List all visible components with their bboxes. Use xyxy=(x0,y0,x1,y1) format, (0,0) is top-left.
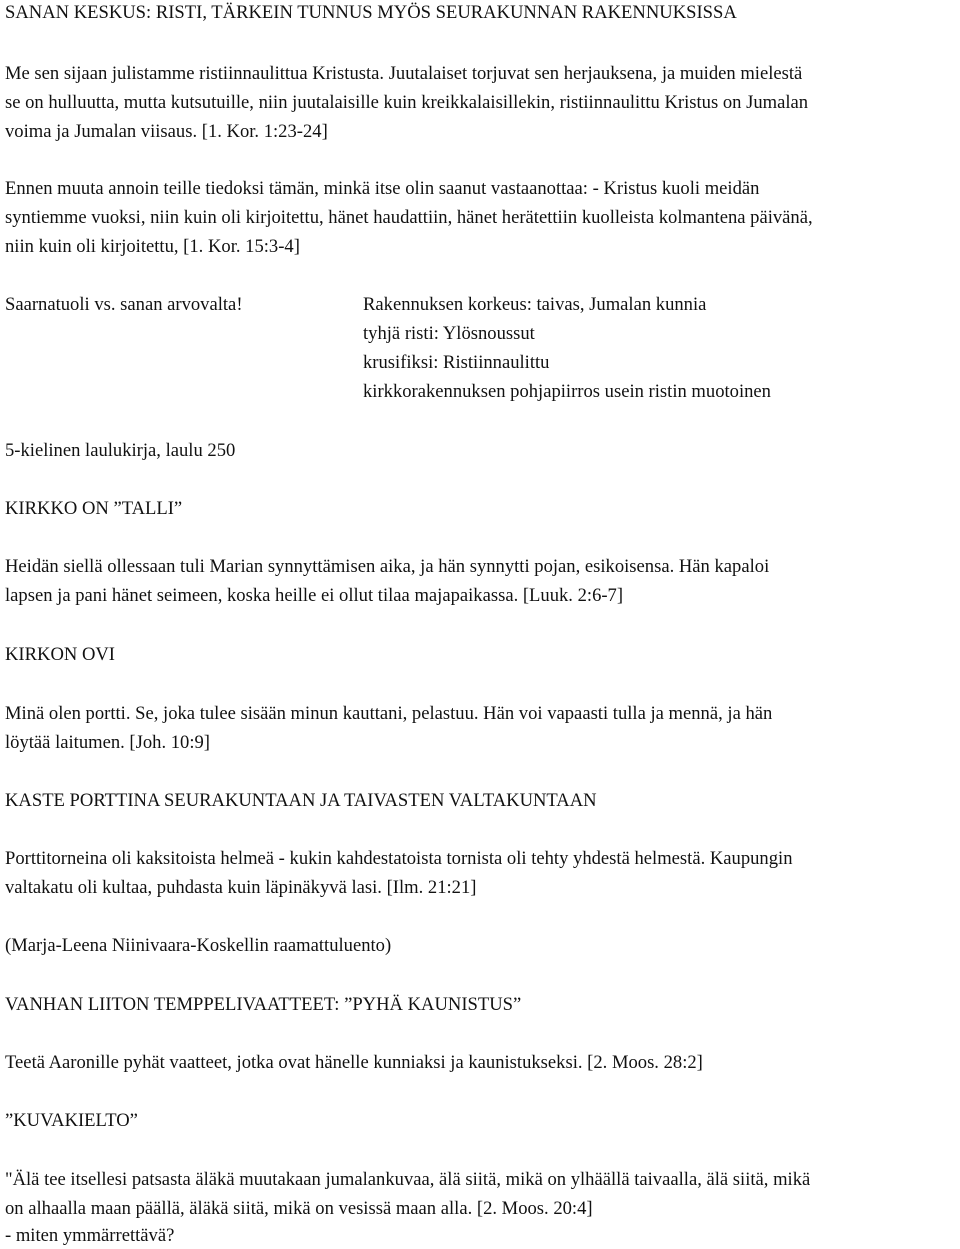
section-heading: VANHAN LIITON TEMPPELIVAATTEET: ”PYHÄ KAUNISTUS” xyxy=(5,994,522,1015)
paragraph-line: Heidän siellä ollessaan tuli Marian synnyttämisen aika, ja hän synnytti pojan, esikoisensa. Hän kapaloi xyxy=(5,556,770,577)
building-note: Rakennuksen korkeus: taivas, Jumalan kunnia xyxy=(363,294,707,315)
paragraph-joh xyxy=(5,699,957,757)
source-line: (Marja-Leena Niinivaara-Koskellin raamattuluento) xyxy=(5,935,392,956)
heading-temppelivaatteet xyxy=(5,990,957,1019)
section-heading: KIRKON OVI xyxy=(5,644,116,665)
building-note: tyhjä risti: Ylösnoussut xyxy=(363,323,535,344)
two-column-section xyxy=(5,290,957,406)
paragraph-line: Porttitorneina oli kaksitoista helmeä - kukin kahdestatoista tornista oli tehty yhdestä helmestä. Kaupungin xyxy=(5,848,793,869)
paragraph-line: löytää laitumen. [Joh. 10:9] xyxy=(5,732,211,753)
paragraph-line: se on hulluutta, mutta kutsutuille, niin juutalaisille kuin kreikkalaisillekin, ristiinnaulittu Kristus on Jumalan xyxy=(5,92,809,113)
paragraph-line: niin kuin oli kirjoitettu, [1. Kor. 15:3-4] xyxy=(5,236,300,257)
right-column xyxy=(363,290,957,406)
section-heading: KIRKKO ON ”TALLI” xyxy=(5,498,183,519)
paragraph-luuk xyxy=(5,552,957,610)
hymn-line: 5-kielinen laulukirja, laulu 250 xyxy=(5,440,236,461)
section-heading: ”KUVAKIELTO” xyxy=(5,1110,138,1131)
paragraph-moos-28 xyxy=(5,1048,957,1077)
paragraph-line: lapsen ja pani hänet seimeen, koska heille ei ollut tilaa majapaikassa. [Luuk. 2:6-7] xyxy=(5,585,624,606)
heading-kuvakielto xyxy=(5,1106,957,1135)
building-note: kirkkorakennuksen pohjapiirros usein ristin muotoinen xyxy=(363,381,771,402)
paragraph-line: - miten ymmärrettävä? xyxy=(5,1225,175,1246)
title-line: SANAN KESKUS: RISTI, TÄRKEIN TUNNUS MYÖS SEURAKUNNAN RAKENNUKSISSA xyxy=(5,2,737,23)
heading-talli xyxy=(5,494,957,523)
page-title xyxy=(5,0,957,27)
paragraph-moos-20 xyxy=(5,1165,957,1249)
paragraph-line: Teetä Aaronille pyhät vaatteet, jotka ovat hänelle kunniaksi ja kaunistukseksi. [2. Moos. 28:2] xyxy=(5,1052,703,1073)
hymn-reference xyxy=(5,436,957,465)
paragraph-line: on alhaalla maan päällä, äläkä siitä, mikä on vesissä maan alla. [2. Moos. 20:4] xyxy=(5,1198,593,1219)
paragraph-line: syntiemme vuoksi, niin kuin oli kirjoitettu, hänet haudattiin, hänet herätettiin kuolleista kolmantena päivänä, xyxy=(5,207,813,228)
heading-kirkon-ovi xyxy=(5,640,957,669)
paragraph-line: Minä olen portti. Se, joka tulee sisään minun kauttani, pelastuu. Hän voi vapaasti tulla ja mennä, ja hän xyxy=(5,703,773,724)
section-heading: KASTE PORTTINA SEURAKUNTAAN JA TAIVASTEN VALTAKUNTAAN xyxy=(5,790,597,811)
paragraph-line: "Älä tee itsellesi patsasta äläkä muutakaan jumalankuvaa, älä siitä, mikä on ylhäällä taivaalla, älä siitä, mikä xyxy=(5,1169,811,1190)
source-note xyxy=(5,931,957,960)
building-note: krusifiksi: Ristiinnaulittu xyxy=(363,352,550,373)
paragraph-ilm xyxy=(5,844,957,902)
paragraph-line: valtakatu oli kultaa, puhdasta kuin läpinäkyvä lasi. [Ilm. 21:21] xyxy=(5,877,477,898)
pulpit-note: Saarnatuoli vs. sanan arvovalta! xyxy=(5,294,243,315)
paragraph-2-kor-15-3 xyxy=(5,174,957,261)
paragraph-1-kor-1-23 xyxy=(5,59,957,146)
paragraph-line: Ennen muuta annoin teille tiedoksi tämän, minkä itse olin saanut vastaanottaa: - Kristus kuoli meidän xyxy=(5,178,760,199)
paragraph-line: Me sen sijaan julistamme ristiinnaulittua Kristusta. Juutalaiset torjuvat sen herjauksena, ja muiden mielestä xyxy=(5,63,803,84)
left-column xyxy=(5,290,345,319)
heading-kaste xyxy=(5,786,957,815)
paragraph-line: voima ja Jumalan viisaus. [1. Kor. 1:23-24] xyxy=(5,121,328,142)
